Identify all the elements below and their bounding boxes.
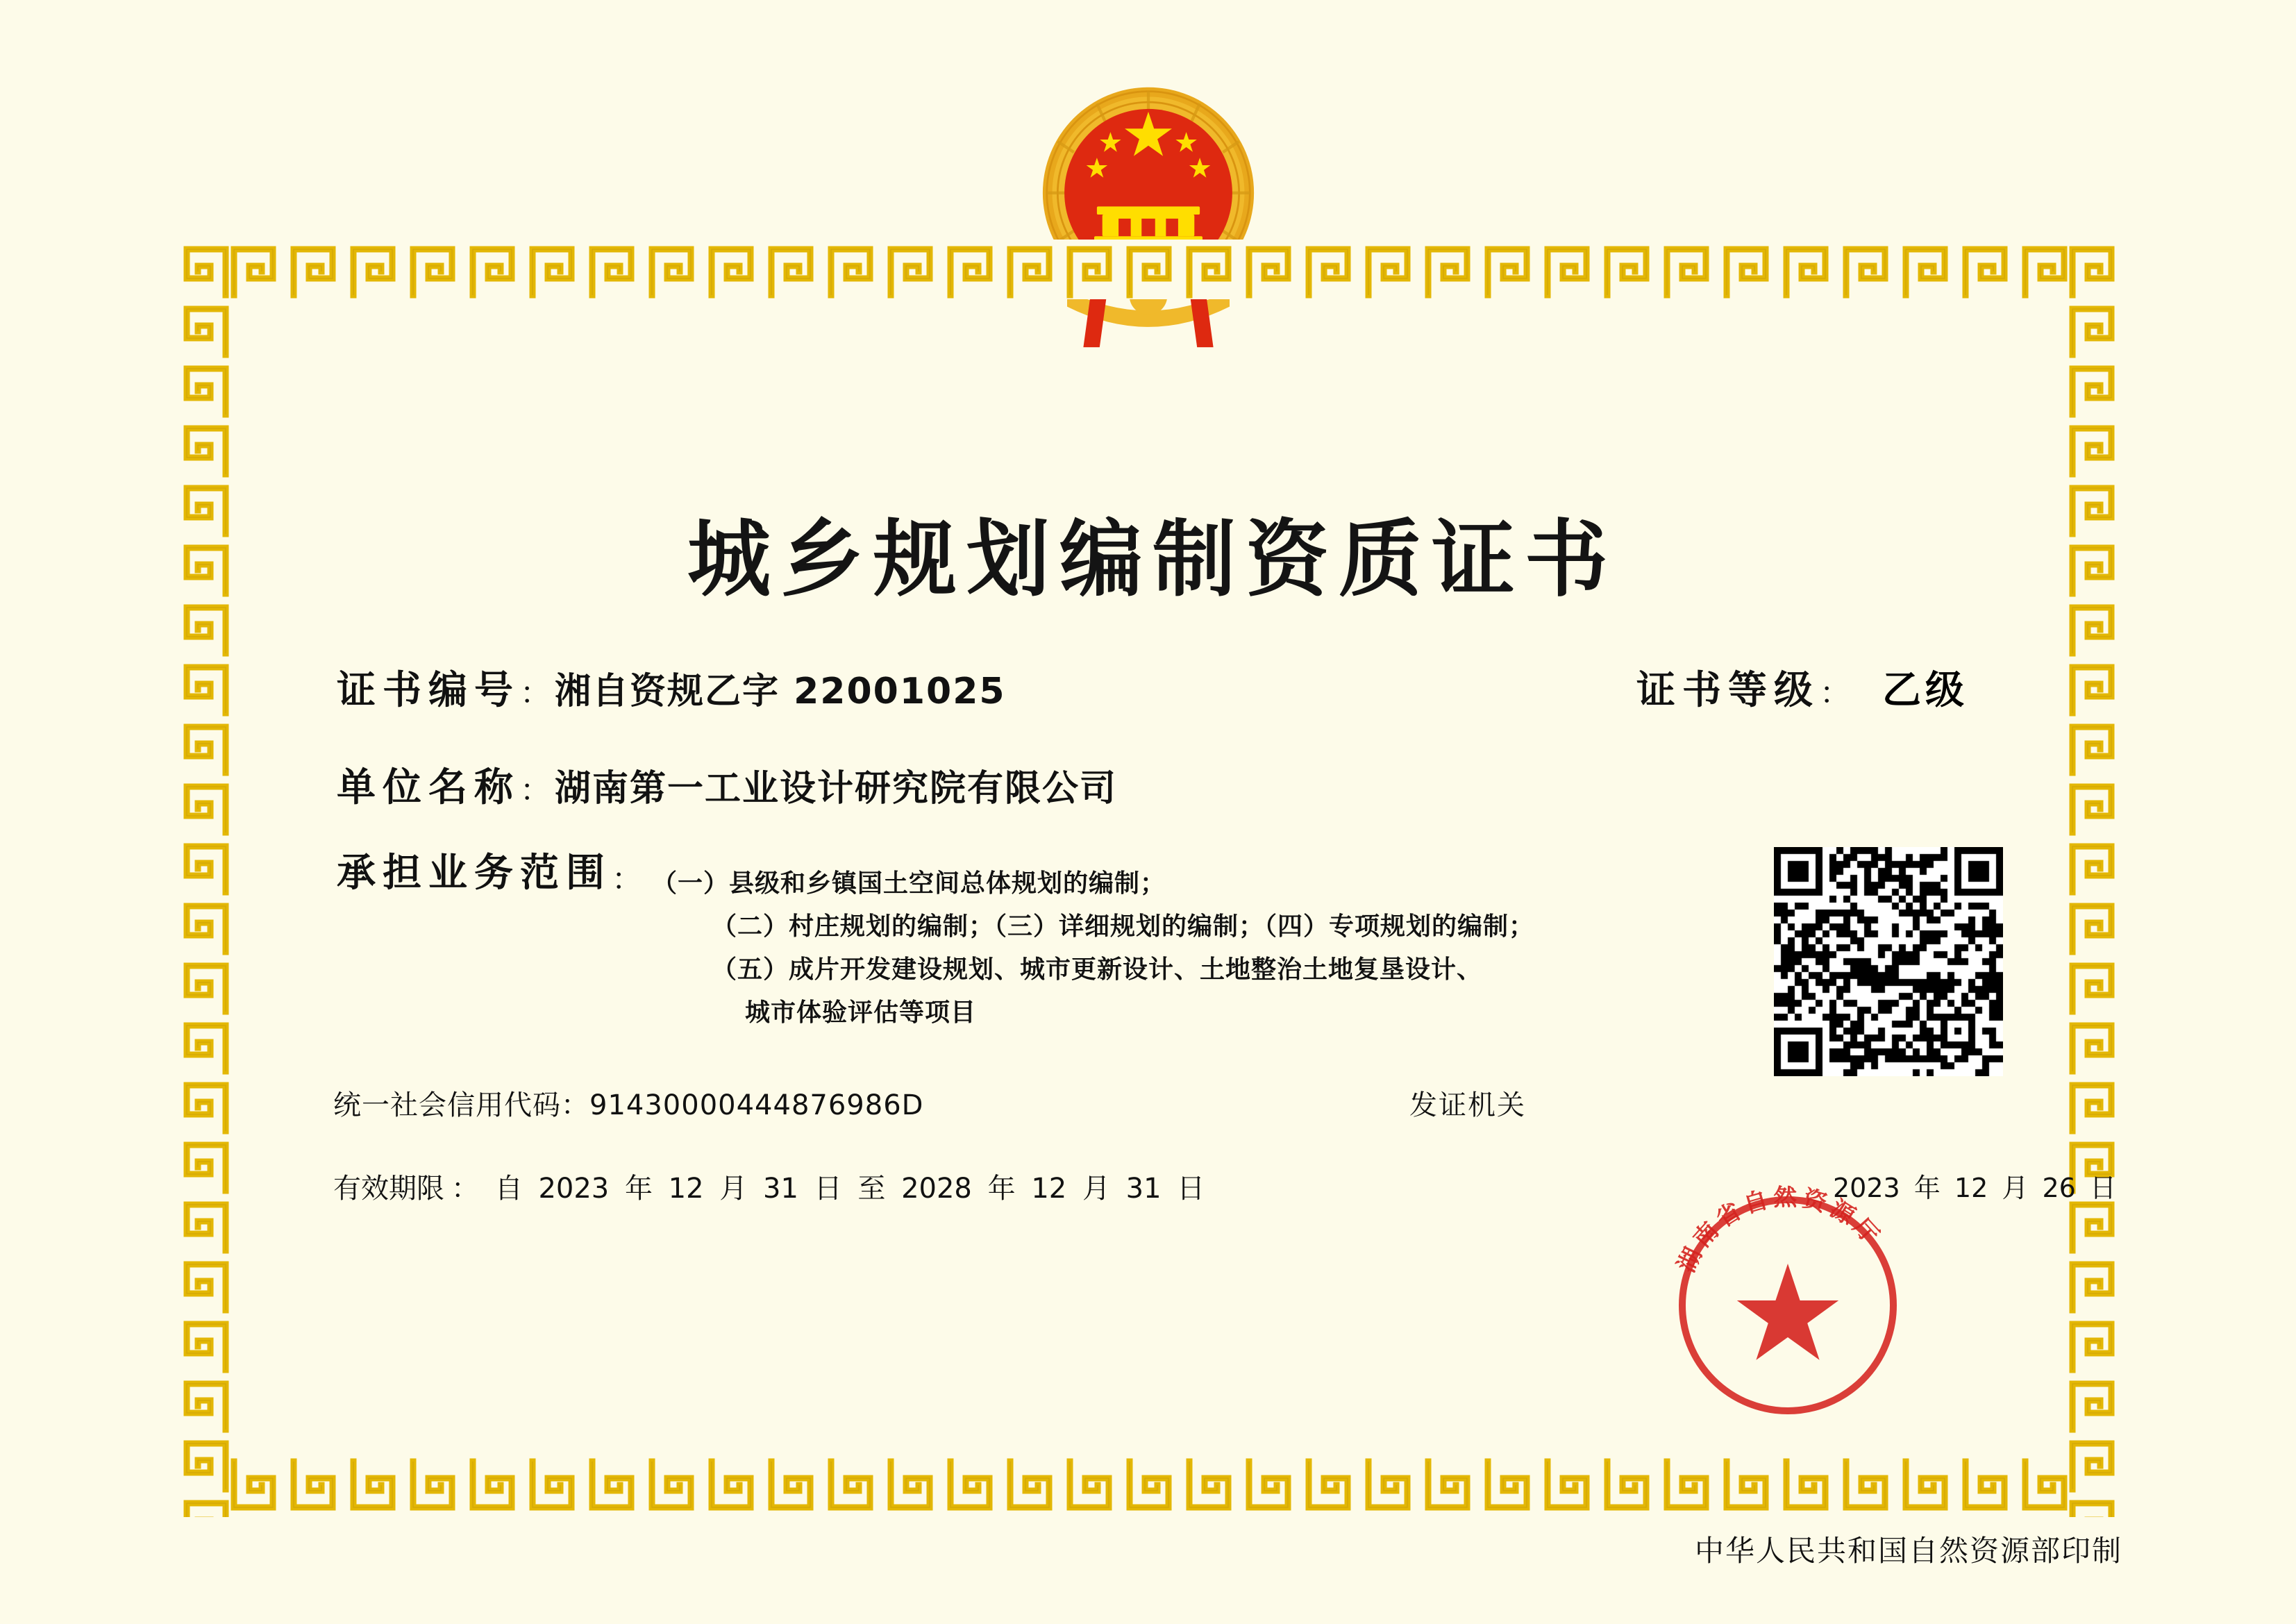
svg-text:湖南省自然资源厅: 湖南省自然资源厅 xyxy=(1672,1183,1887,1277)
scope-line: （一）县级和乡镇国土空间总体规划的编制； xyxy=(652,869,1166,898)
credit-code-label: 统一社会信用代码 xyxy=(333,1089,561,1121)
unit-month-2: 月 xyxy=(1082,1173,1110,1205)
colon-5: ： xyxy=(561,1089,589,1121)
scope-line: 城市体验评估等项目 xyxy=(745,998,977,1027)
row-unit-name xyxy=(337,757,1117,812)
unit-year-3: 年 xyxy=(1913,1173,1941,1203)
border-bottom xyxy=(170,1457,2128,1517)
border-left xyxy=(170,240,230,1517)
validity-from-prefix: 自 xyxy=(494,1173,523,1205)
cert-grade-label: 证书等级 xyxy=(1636,668,1820,713)
validity-to-day: 31 xyxy=(1125,1173,1162,1205)
unit-name-value: 湖南第一工业设计研究院有限公司 xyxy=(555,768,1118,810)
unit-day-1: 日 xyxy=(814,1173,842,1205)
validity-from-month: 12 xyxy=(668,1173,704,1205)
unit-month-3: 月 xyxy=(2002,1173,2029,1203)
validity-to-month: 12 xyxy=(1031,1173,1067,1205)
cert-grade-value: 乙级 xyxy=(1882,668,1968,713)
scope-line: （二）村庄规划的编制；（三）详细规划的编制；（四）专项规划的编制； xyxy=(712,912,1535,941)
validity-to-prefix: 至 xyxy=(857,1173,886,1205)
scope-line: （五）成片开发建设规划、城市更新设计、土地整治土地复垦设计、 xyxy=(712,955,1483,984)
validity-to-year: 2028 xyxy=(901,1173,972,1205)
scope-line-list xyxy=(646,854,1534,1035)
colon-3: ： xyxy=(520,773,551,808)
colon-6: ： xyxy=(451,1173,479,1205)
issuer-label: 发证机关 xyxy=(1409,1089,1526,1121)
border-top xyxy=(170,240,2128,299)
issue-month: 12 xyxy=(1954,1173,1988,1203)
unit-year-1: 年 xyxy=(624,1173,653,1205)
validity-label: 有效期限 xyxy=(333,1173,444,1205)
border-right xyxy=(2068,240,2128,1517)
page-title: 城乡规划编制资质证书 xyxy=(687,512,1618,608)
scope-label: 承担业务范围 xyxy=(337,851,612,896)
qr-code xyxy=(1774,847,2003,1076)
cert-number-label: 证书编号 xyxy=(337,668,520,713)
colon-1: ： xyxy=(520,676,551,711)
unit-year-2: 年 xyxy=(987,1173,1016,1205)
unit-day-2: 日 xyxy=(1177,1173,1205,1205)
issue-date xyxy=(1833,1166,2122,1205)
validity-from-year: 2023 xyxy=(538,1173,610,1205)
issue-year: 2023 xyxy=(1833,1173,1900,1203)
credit-code-value: 91430000444876986D xyxy=(589,1089,924,1121)
unit-month-1: 月 xyxy=(719,1173,748,1205)
footer-print-note: 中华人民共和国自然资源部印制 xyxy=(1694,1534,2122,1568)
row-certificate-number xyxy=(337,660,1968,715)
unit-day-3: 日 xyxy=(2089,1173,2116,1203)
cert-number-value: 湘自资规乙字 22001025 xyxy=(555,671,1006,712)
row-validity xyxy=(333,1166,1212,1206)
colon-4: ： xyxy=(612,862,642,897)
validity-from-day: 31 xyxy=(763,1173,798,1205)
colon-2: ： xyxy=(1820,676,1850,711)
row-credit-code xyxy=(333,1083,923,1123)
row-business-scope xyxy=(337,851,1535,1035)
issue-day: 26 xyxy=(2042,1173,2076,1203)
unit-name-label: 单位名称 xyxy=(337,765,520,810)
